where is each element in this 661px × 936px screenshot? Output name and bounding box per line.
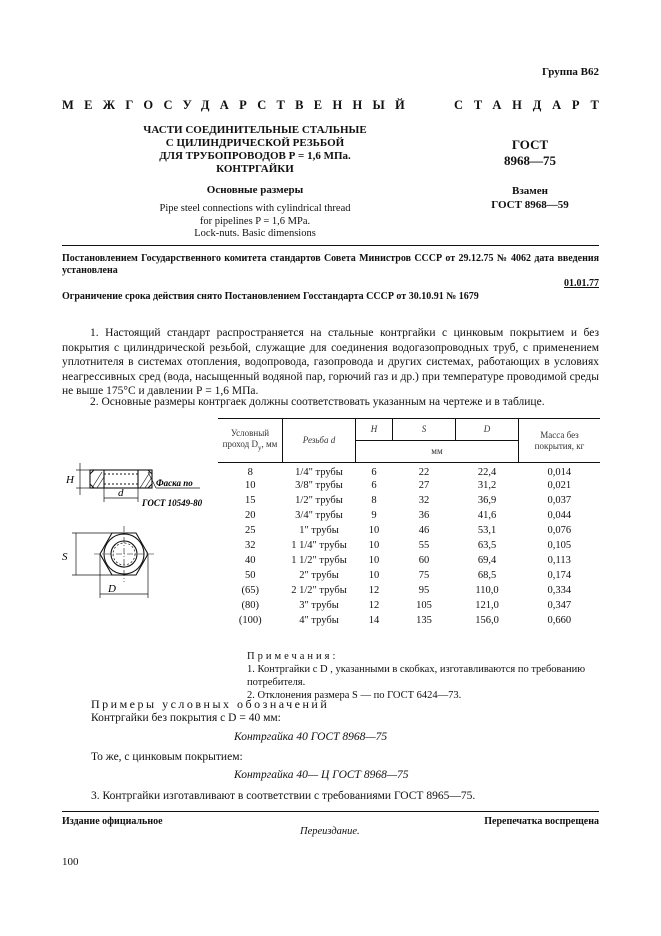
table-row bbox=[218, 538, 600, 553]
english-line: Pipe steel connections with cylindrical thread bbox=[159, 203, 351, 214]
header-divider bbox=[62, 245, 599, 246]
cell-D: 22,4 bbox=[477, 467, 497, 478]
header-s: S bbox=[393, 419, 456, 441]
cell-s: 36 bbox=[418, 510, 430, 521]
cell-D: 63,5 bbox=[477, 540, 497, 551]
cell-dy: 25 bbox=[245, 525, 256, 536]
cell-s: 55 bbox=[418, 540, 430, 551]
table-row bbox=[218, 583, 600, 598]
header-unit: мм bbox=[356, 441, 519, 463]
standard-word-interstate: МЕЖГОСУДАРСТВЕННЫЙ bbox=[62, 98, 416, 112]
table-row bbox=[218, 523, 600, 538]
cell-s: 22 bbox=[418, 467, 430, 478]
label-d: d bbox=[118, 487, 124, 499]
cell-D: 121,0 bbox=[475, 600, 499, 611]
table-row bbox=[218, 463, 600, 479]
cell-mass: 0,076 bbox=[547, 525, 572, 536]
footer-reprint: Перепечатка воспрещена bbox=[484, 816, 599, 827]
effective-date: 01.01.77 bbox=[564, 278, 599, 289]
cell-D: 69,4 bbox=[477, 555, 497, 566]
table-row bbox=[218, 613, 600, 628]
cell-h: 10 bbox=[368, 525, 380, 536]
cell-h: 6 bbox=[371, 480, 377, 491]
cell-s: 60 bbox=[418, 555, 430, 566]
cell-dy: 15 bbox=[245, 495, 256, 506]
cell-dy: 32 bbox=[245, 540, 256, 551]
title-line: ЧАСТИ СОЕДИНИТЕЛЬНЫЕ СТАЛЬНЫЕ bbox=[143, 124, 367, 136]
limit-text: Ограничение срока действия снято Постановлением Госстандарта СССР от 30.10.91 № 1679 bbox=[62, 291, 479, 302]
chamfer-label-2: ГОСТ 10549-80 bbox=[142, 498, 203, 508]
cell-dy: 8 bbox=[247, 467, 253, 478]
cell-thread: 3/8" трубы bbox=[295, 480, 343, 491]
header-h: H bbox=[356, 419, 393, 441]
title-line: КОНТРГАЙКИ bbox=[216, 163, 294, 175]
cell-D: 110,0 bbox=[475, 585, 499, 596]
header-mass: Масса без покрытия, кг bbox=[519, 419, 601, 463]
cell-mass: 0,113 bbox=[547, 555, 571, 566]
replaces-value: ГОСТ 8968—59 bbox=[491, 199, 569, 211]
cell-thread: 1 1/2" трубы bbox=[291, 555, 347, 566]
gost-designation bbox=[480, 137, 580, 169]
notes-block bbox=[247, 650, 601, 702]
footer-reissue: Переиздание. bbox=[300, 826, 360, 837]
cell-thread: 1/4" трубы bbox=[295, 467, 343, 478]
notes-title: Примечания: bbox=[247, 651, 339, 662]
label-h: H bbox=[66, 474, 74, 486]
paragraph-2: 2. Основные размеры контргаек должны соответствовать указанным на чертеже и в таблице. bbox=[90, 396, 545, 408]
dimensions-table bbox=[218, 418, 600, 628]
gost-number: 8968—75 bbox=[504, 153, 556, 168]
cell-thread: 2 1/2" трубы bbox=[291, 585, 347, 596]
replaces-block bbox=[480, 184, 580, 212]
table-row bbox=[218, 493, 600, 508]
cell-s: 95 bbox=[418, 585, 430, 596]
english-line: for pipelines P = 1,6 MPa. bbox=[199, 215, 311, 227]
group-code: Группа В62 bbox=[541, 66, 599, 78]
label-D: D bbox=[108, 583, 116, 595]
standard-word-standard: СТАНДАРТ bbox=[454, 98, 610, 112]
cell-h: 6 bbox=[371, 467, 377, 478]
cell-dy: 10 bbox=[245, 480, 256, 491]
chamfer-label-1: Фаска по bbox=[156, 478, 193, 488]
cell-mass: 0,660 bbox=[547, 615, 572, 626]
cell-mass: 0,334 bbox=[547, 585, 572, 596]
table-row bbox=[218, 568, 600, 583]
cell-dy: (65) bbox=[241, 585, 259, 596]
label-s: S bbox=[62, 551, 68, 563]
decree-text: Постановлением Государственного комитета стандартов Совета Министров СССР от 29.12.75 № 4062 дата введения установлена bbox=[62, 253, 599, 276]
cell-thread: 1 1/4" трубы bbox=[291, 540, 347, 551]
note-1: 1. Контргайки с D , указанными в скобках, изготавливаются по требованию потребителя. bbox=[247, 664, 586, 688]
header-dy: Условный проход $D_у$, мм bbox=[218, 419, 283, 463]
cell-s: 75 bbox=[418, 570, 430, 581]
replaces-label: Взамен bbox=[512, 185, 548, 197]
cell-s: 27 bbox=[418, 480, 430, 491]
header-D: D bbox=[456, 419, 519, 441]
cell-h: 10 bbox=[368, 570, 380, 581]
cell-dy: (80) bbox=[241, 600, 259, 611]
cell-dy: 20 bbox=[245, 510, 256, 521]
cell-mass: 0,105 bbox=[547, 540, 572, 551]
cell-D: 53,1 bbox=[477, 525, 497, 536]
example-2: Контргайка 40— Ц ГОСТ 8968—75 bbox=[234, 769, 409, 781]
table-row bbox=[218, 508, 600, 523]
cell-h: 14 bbox=[368, 615, 380, 626]
cell-s: 32 bbox=[418, 495, 430, 506]
gost-code: ГОСТ bbox=[511, 137, 549, 152]
cell-h: 10 bbox=[368, 540, 380, 551]
cell-h: 10 bbox=[368, 555, 380, 566]
cell-h: 12 bbox=[368, 585, 380, 596]
cell-s: 46 bbox=[418, 525, 430, 536]
cell-mass: 0,014 bbox=[547, 467, 572, 478]
english-title bbox=[120, 203, 390, 241]
locknut-drawing bbox=[60, 448, 220, 620]
cell-mass: 0,174 bbox=[547, 570, 572, 581]
cell-mass: 0,037 bbox=[547, 495, 572, 506]
cell-mass: 0,347 bbox=[547, 600, 572, 611]
title-line: С ЦИЛИНДРИЧЕСКОЙ РЕЗЬБОЙ bbox=[165, 137, 345, 149]
english-line: Lock-nuts. Basic dimensions bbox=[194, 228, 316, 239]
cell-thread: 2" трубы bbox=[299, 570, 339, 581]
cell-thread: 1" трубы bbox=[299, 525, 339, 536]
cell-thread: 3/4" трубы bbox=[295, 510, 343, 521]
cell-mass: 0,021 bbox=[547, 480, 572, 491]
table-row bbox=[218, 553, 600, 568]
document-title bbox=[120, 124, 390, 176]
footer-official: Издание официальное bbox=[62, 816, 163, 827]
example-line-2: То же, с цинковым покрытием: bbox=[91, 751, 243, 763]
cell-h: 9 bbox=[371, 510, 377, 521]
cell-D: 156,0 bbox=[475, 615, 499, 626]
cell-D: 36,9 bbox=[477, 495, 497, 506]
paragraph-3: 3. Контргайки изготавливают в соответствии с требованиями ГОСТ 8965—75. bbox=[91, 790, 476, 802]
cell-thread: 4" трубы bbox=[299, 615, 339, 626]
example-1: Контргайка 40 ГОСТ 8968—75 bbox=[234, 731, 388, 743]
cell-thread: 3" трубы bbox=[299, 600, 339, 611]
paragraph-1: 1. Настоящий стандарт распространяется на стальные контргайки с цинковым покрытием и без покрытия с цилиндрической резьбой, служащие для соединения водогазопроводных труб, с применением уплотнителя в системах отопления, водопровода, газопровода и других системах, работающих в условиях неагрессивных сред (вода, насыщенный водяной пар, горючий газ и др.) при температуре проводимой среды не выше 175°С и давлении Р = 1,6 МПа. bbox=[62, 327, 599, 397]
header-thread: Резьба d bbox=[283, 419, 356, 463]
title-line: ДЛЯ ТРУБОПРОВОДОВ Р = 1,6 МПа. bbox=[159, 150, 351, 162]
document-subtitle: Основные размеры bbox=[206, 184, 304, 196]
examples-title: Примеры условных обозначений bbox=[91, 697, 330, 711]
cell-mass: 0,044 bbox=[547, 510, 572, 521]
cell-D: 41,6 bbox=[477, 510, 497, 521]
cell-dy: (100) bbox=[238, 615, 262, 626]
cell-s: 135 bbox=[416, 615, 432, 626]
example-line-1: Контргайки без покрытия с D = 40 мм: bbox=[91, 712, 281, 724]
table-row bbox=[218, 598, 600, 613]
cell-h: 12 bbox=[368, 600, 380, 611]
page-number: 100 bbox=[62, 856, 79, 868]
note-2: 2. Отклонения размера S — по ГОСТ 6424—73. bbox=[247, 690, 462, 701]
cell-D: 31,2 bbox=[477, 480, 497, 491]
cell-s: 105 bbox=[416, 600, 432, 611]
table-row bbox=[218, 478, 600, 493]
cell-D: 68,5 bbox=[477, 570, 497, 581]
cell-dy: 50 bbox=[245, 570, 256, 581]
cell-thread: 1/2" трубы bbox=[295, 495, 343, 506]
cell-h: 8 bbox=[371, 495, 377, 506]
footer-divider bbox=[62, 811, 599, 812]
cell-dy: 40 bbox=[245, 555, 256, 566]
